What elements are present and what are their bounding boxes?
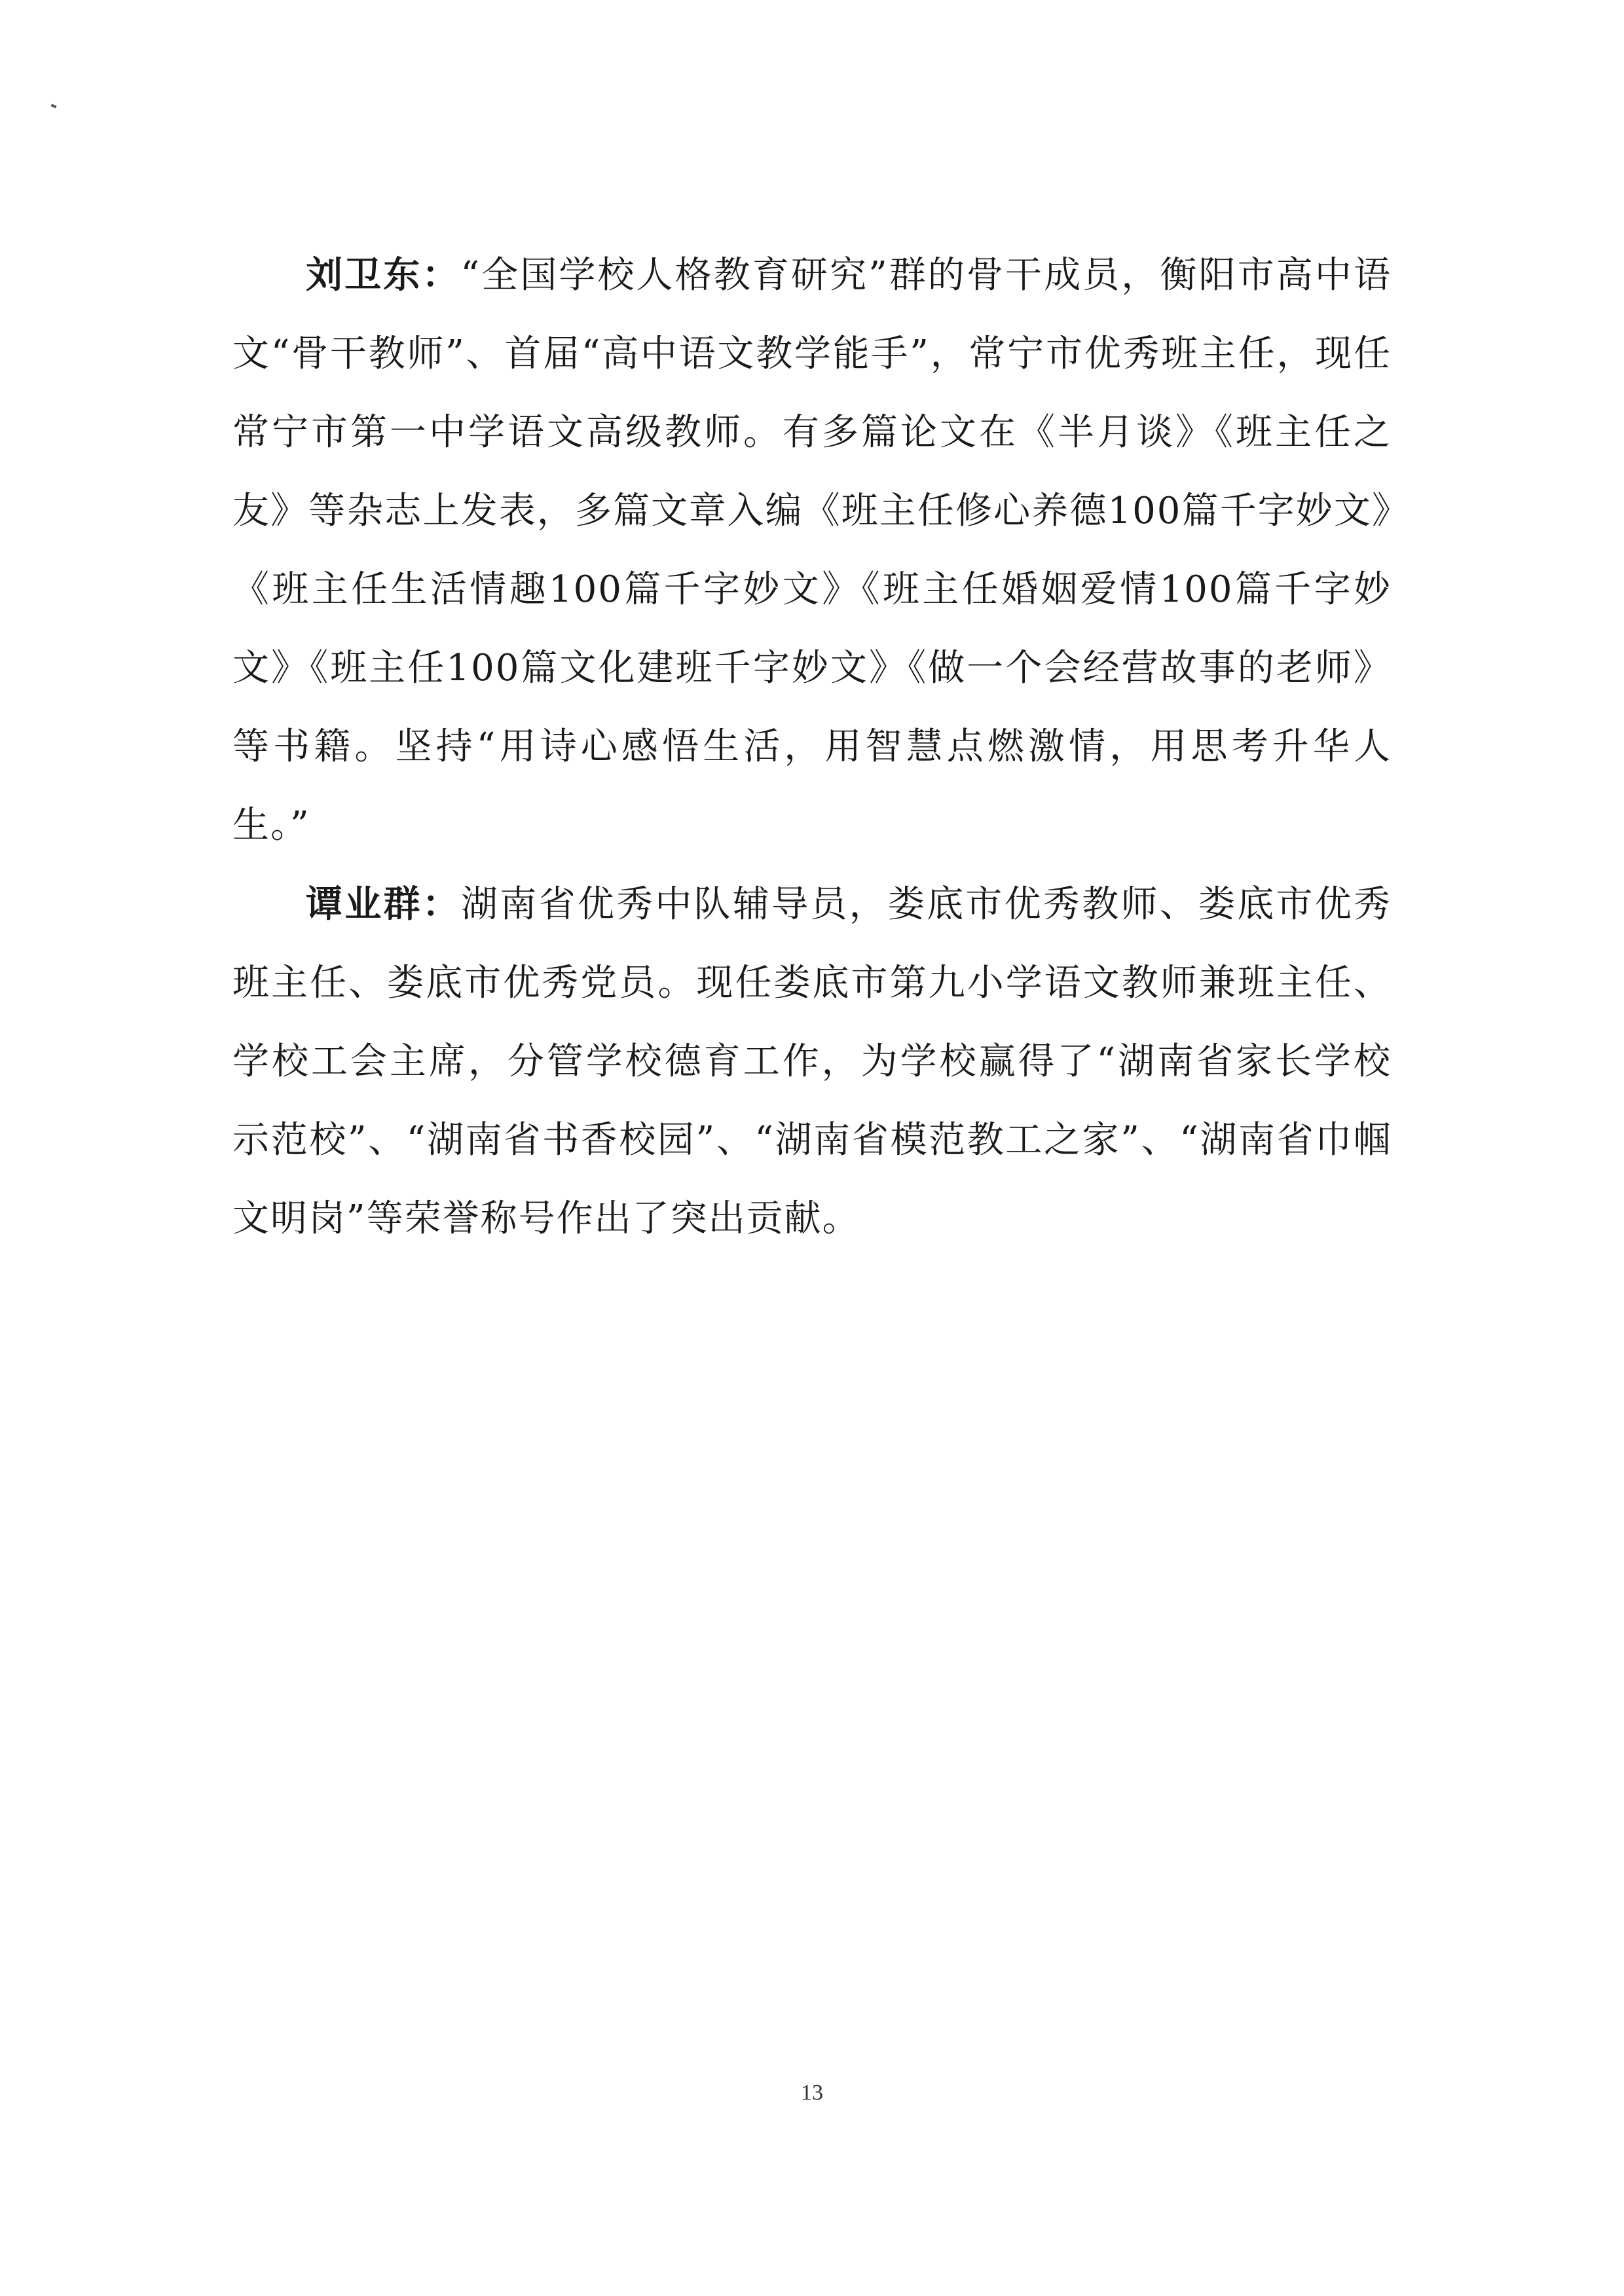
page-number: 13 [801,2081,823,2105]
bio-name: 刘卫东： [306,253,461,297]
bio-paragraph-tan-yequn [232,865,1392,1258]
scan-speck [51,103,57,108]
bio-text: 湖南省优秀中队辅导员，娄底市优秀教师、娄底市优秀班主任、娄底市优秀党员。现任娄底市第九小学语文教师兼班主任、学校工会主席，分管学校德育工作，为学校赢得了“湖南省家长学校示范校”、“湖南省书香校园”、“湖南省模范教工之家”、“湖南省巾帼文明岗”等荣誉称号作出了突出贡献。 [232,883,1392,1240]
bio-name: 谭业群： [306,883,462,926]
bio-paragraph-liu-weidong [232,236,1392,865]
document-body [232,236,1392,1258]
bio-text: “全国学校人格教育研究”群的骨干成员，衡阳市高中语文“骨干教师”、首届“高中语文教学能手”，常宁市优秀班主任，现任常宁市第一中学语文高级教师。有多篇论文在《半月谈》《班主任之友》等杂志上发表，多篇文章入编《班主任修心养德100篇千字妙文》《班主任生活情趣100篇千字妙文》《班主任婚姻爱情100篇千字妙文》《班主任100篇文化建班千字妙文》《做一个会经营故事的老师》等书籍。坚持“用诗心感悟生活，用智慧点燃激情，用思考升华人生。” [232,254,1392,847]
